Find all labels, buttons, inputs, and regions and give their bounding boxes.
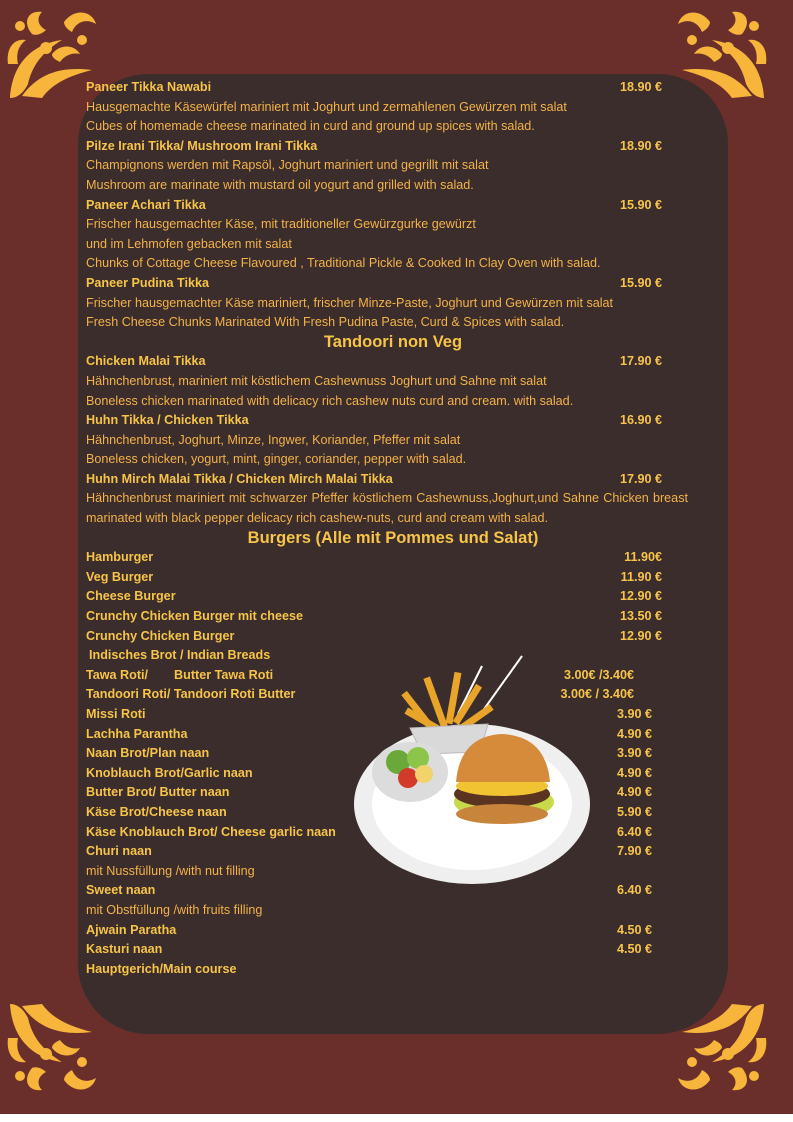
item-price: 11.90€ <box>624 550 662 565</box>
item-description: mit Obstfüllung /with fruits filling <box>86 902 263 917</box>
item-price: 4.90 € <box>616 726 652 741</box>
menu-item <box>86 352 690 411</box>
menu-item <box>86 411 690 470</box>
item-name: Crunchy Chicken Burger <box>86 628 235 643</box>
item-name: Paneer Achari Tikka <box>86 197 206 212</box>
item-price: 7.90 € <box>616 844 652 859</box>
item-description: Hausgemachte Käsewürfel mariniert mit Joghurt und zermahlenen Gewürzen mit salat <box>86 99 567 114</box>
item-price: 12.90 € <box>619 589 662 604</box>
page-bottom-edge <box>0 1114 793 1122</box>
item-name: Chicken Malai Tikka <box>86 354 206 369</box>
item-price: 6.40 € <box>616 883 652 898</box>
item-price: 4.50 € <box>616 942 652 957</box>
item-name: Cheese Burger <box>86 589 176 604</box>
item-description: Boneless chicken marinated with delicacy rich cashew nuts curd and cream. with salad. <box>86 393 574 408</box>
item-name: Käse Knoblauch Brot/ Cheese garlic naan <box>86 824 336 839</box>
section-title-tandoori-non-veg: Tandoori non Veg <box>323 332 463 351</box>
item-price: 3.00€ / 3.40€ <box>560 687 634 702</box>
item-price: 5.90 € <box>616 804 652 819</box>
item-description: Boneless chicken, yogurt, mint, ginger, coriander, pepper with salad. <box>86 452 467 467</box>
item-name: Käse Brot/Cheese naan <box>86 804 227 819</box>
item-price: 15.90 € <box>619 275 662 290</box>
item-description: Hähnchenbrust mariniert mit schwarzer Pfeffer köstlichem Cashewnuss,Joghurt,und Sahne Chicken breast marinated with black pepper delicacy rich cashew-nuts, curd and cream with salad. <box>86 491 688 526</box>
item-price: 17.90 € <box>619 354 662 369</box>
item-name: Huhn Mirch Malai Tikka / Chicken Mirch Malai Tikka <box>86 471 393 486</box>
item-price: 17.90 € <box>619 471 662 486</box>
tandoori-veg-section <box>86 78 690 333</box>
item-price: 11.90 € <box>620 569 662 584</box>
item-name: Butter Brot/ Butter naan <box>86 785 230 800</box>
menu-item <box>86 196 690 274</box>
item-name: Paneer Tikka Nawabi <box>86 80 212 94</box>
menu-item <box>86 274 690 333</box>
burger-plate-image <box>352 654 598 886</box>
tandoori-nonveg-section <box>86 352 690 528</box>
item-price: 4.90 € <box>616 765 652 780</box>
item-price: 12.90 € <box>619 628 662 643</box>
item-description: Cubes of homemade cheese marinated in curd and ground up spices with salad. <box>86 119 535 134</box>
menu-item <box>86 137 690 196</box>
section-title-burgers: Burgers (Alle mit Pommes und Salat) <box>247 528 539 547</box>
item-name: Paneer Pudina Tikka <box>86 275 209 290</box>
item-description: Hähnchenbrust, Joghurt, Minze, Ingwer, Koriander, Pfeffer mit salat <box>86 432 461 447</box>
burgers-section <box>86 548 690 646</box>
item-name: Tandoori Roti/ Tandoori Roti Butter <box>86 687 296 702</box>
item-price: 16.90 € <box>619 413 662 428</box>
item-name: Naan Brot/Plan naan <box>86 746 210 761</box>
item-price: 3.90 € <box>616 746 652 761</box>
item-name: Churi naan <box>86 844 152 859</box>
item-price: 3.90 € <box>616 707 652 721</box>
ornament-icon <box>672 998 772 1098</box>
item-name: Crunchy Chicken Burger mit cheese <box>86 609 303 624</box>
menu-item <box>86 78 690 137</box>
item-name: Knoblauch Brot/Garlic naan <box>86 765 253 780</box>
item-name: Kasturi naan <box>86 942 163 957</box>
item-name: Pilze Irani Tikka/ Mushroom Irani Tikka <box>86 138 318 153</box>
item-price: 4.90 € <box>616 785 652 800</box>
item-description: Frischer hausgemachter Käse, mit traditioneller Gewürzgurke gewürzt <box>86 217 476 232</box>
item-price: 3.00€ /3.40€ <box>563 667 634 682</box>
item-price: 4.50 € <box>616 922 652 937</box>
item-name: Butter Tawa Roti <box>174 667 274 682</box>
item-price: 15.90 € <box>619 197 662 212</box>
item-price: 13.50 € <box>619 609 662 624</box>
item-description: Champignons werden mit Rapsöl, Joghurt mariniert und gegrillt mit salat <box>86 158 489 173</box>
item-name: Tawa Roti/ <box>86 667 149 682</box>
item-price: 18.90 € <box>619 80 662 94</box>
item-description: und im Lehmofen gebacken mit salat <box>86 236 292 251</box>
item-name: Lachha Parantha <box>86 726 188 741</box>
item-description: Hähnchenbrust, mariniert mit köstlichem Cashewnuss Joghurt und Sahne mit salat <box>86 373 547 388</box>
item-name: Veg Burger <box>86 569 154 584</box>
item-name: Hamburger <box>86 550 154 565</box>
ornament-icon <box>2 998 102 1098</box>
item-description: Mushroom are marinate with mustard oil yogurt and grilled with salad. <box>86 177 474 192</box>
item-description: mit Nussfüllung /with nut filling <box>86 863 255 878</box>
section-title-breads: Indisches Brot / Indian Breads <box>89 648 271 663</box>
item-name: Sweet naan <box>86 883 156 898</box>
menu-item <box>86 470 690 529</box>
item-price: 18.90 € <box>619 138 662 153</box>
item-name: Missi Roti <box>86 707 146 721</box>
item-description: Frischer hausgemachter Käse mariniert, frischer Minze-Paste, Joghurt und Gewürzen mit salat <box>86 295 614 310</box>
item-name: Ajwain Paratha <box>86 922 177 937</box>
item-name: Huhn Tikka / Chicken Tikka <box>86 413 249 428</box>
item-price: 6.40 € <box>616 824 652 839</box>
item-description: Chunks of Cottage Cheese Flavoured , Traditional Pickle & Cooked In Clay Oven with salad. <box>86 256 601 271</box>
footer-label: Hauptgerich/Main course <box>86 961 237 976</box>
item-description: Fresh Cheese Chunks Marinated With Fresh Pudina Paste, Curd & Spices with salad. <box>86 315 565 330</box>
